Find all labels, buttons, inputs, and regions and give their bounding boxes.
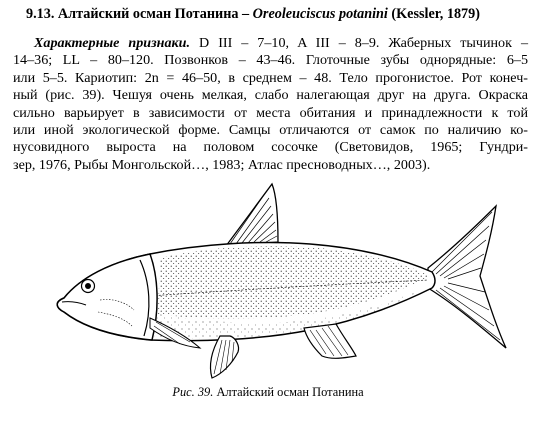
figure-number: Рис. 39.: [172, 385, 214, 399]
paragraph-line-text: D III – 7–10, A III – 8–9. Жаберных тычинок –: [199, 35, 528, 51]
tail-fin: [428, 206, 506, 348]
paragraph-line: нусовидного выроста на половом сосочке (Световидов, 1965; Гундри-: [13, 139, 528, 156]
section-heading: [26, 4, 526, 24]
species-name-ru: Алтайский осман Потанина: [57, 6, 239, 22]
species-author: (Kessler, 1879): [391, 6, 480, 22]
paragraph-line: или 5–5. Кариотип: 2n = 46–50, в среднем – 48. Тело прогонистое. Рот конеч-: [13, 69, 528, 86]
figure-caption-text: Алтайский осман Потанина: [216, 385, 364, 399]
paragraph-line: зер, 1976, Рыбы Монгольской…, 1983; Атлас пресноводных…, 2003).: [13, 156, 431, 173]
anal-fin: [304, 324, 356, 358]
section-number: 9.13.: [26, 6, 55, 22]
paragraph-line: 14–36; LL – 80–120. Позвонков – 43–46. Глоточные зубы однорядные: 6–5: [13, 52, 528, 69]
paragraph-lead: Характерные признаки.: [34, 35, 191, 51]
dorsal-fin: [226, 184, 278, 246]
species-name-latin: Oreoleuciscus potanini: [252, 6, 388, 22]
fish-head: [57, 254, 157, 340]
heading-dash: –: [242, 6, 250, 22]
paragraph-line: ный (рис. 39). Чешуя очень мелкая, слабо налегающая друг на друга. Окраска: [13, 87, 528, 104]
characteristics-paragraph: [13, 35, 528, 174]
figure-caption: [0, 385, 536, 400]
paragraph-line: или иной экологической форме. Самцы отличаются от самок по наличию ко-: [13, 121, 528, 138]
paragraph-line: сильно варьирует в зависимости от места обитания и принадлежности к той: [13, 104, 528, 121]
paragraph-line: [13, 35, 528, 52]
fish-illustration: [40, 180, 510, 380]
pelvic-fin: [210, 336, 238, 378]
